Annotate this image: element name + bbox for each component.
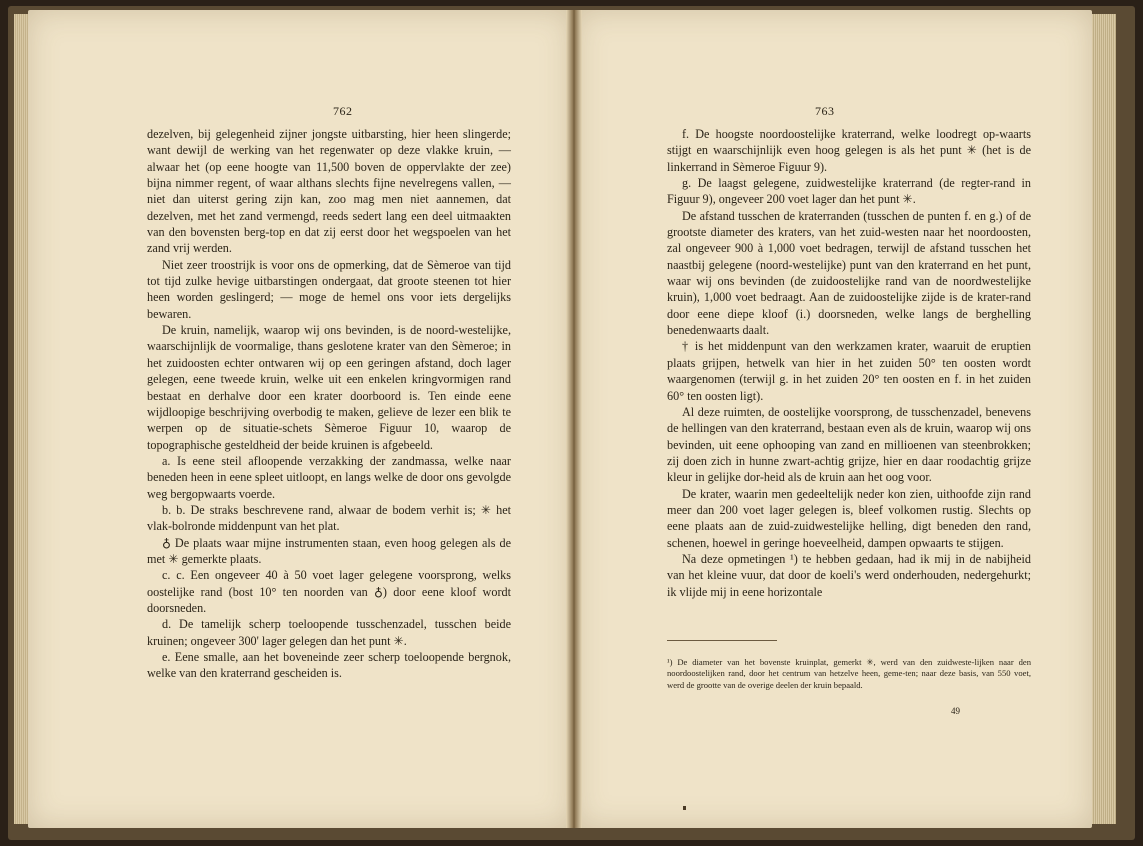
signature-mark: 49 [951,706,960,716]
paragraph: De kruin, namelijk, waarop wij ons bevinden, is de noord-westelijke, waarschijnlijk de voormalige, thans geslotene krater van den Sèmeroe; in het zuidoosten echter ontwaren wij op een geringen afstand, doch lager gelegen, eene tweede kruin, welke uit een enkelen kringvormigen rand bestaat en derhalve door een krater doorboord is. Ten einde eene wijdloopige beschrijving overbodig te maken, gelieve de lezer een blik te werpen op de situatie-schets Sèmeroe Figuur 10, waarop de topographische gesteldheid der beide kruinen is afgebeeld. [147,323,511,452]
footnote-divider [667,640,777,641]
paragraph: Al deze ruimten, de oostelijke voorsprong, de tusschenzadel, benevens de hellingen van den kraterrand, bestaan even als de kruin, waarop wij ons bevinden, uit eene ophooping van zand en millioenen van steenbrokken; zij doen zich in hunne zwart-achtig grijze, hier en daar roodachtig grijze kleur in gelijke dor-heid als de kruin aan het oog voor. [667,404,1031,485]
paragraph: g. De laagst gelegene, zuidwestelijke kraterrand (de regter-rand in Figuur 9), ongeveer 200 voet lager dan het punt ✳. [667,176,1031,207]
right-page-number: 763 [815,104,835,118]
paragraph: f. De hoogste noordoostelijke kraterrand, welke loodregt op-waarts stijgt en waarschijnlijk even hoog gelegen is als het punt ✳ (het is de linkerrand in Sèmeroe Figuur 9). [667,127,1031,174]
right-page-text [667,126,1031,600]
paragraph: c. c. Een ongeveer 40 à 50 voet lager gelegene voorsprong, welks oostelijke rand (bost 10° ten noorden van ♁) door eene kloof wordt doorsneden. [147,568,511,615]
paragraph: De afstand tusschen de kraterranden (tusschen de punten f. en g.) of de grootste diameter des kraters, van het zuid-westen naar het noordoosten, zal ongeveer 900 à 1,000 voet bedragen, terwijl de afstand tusschen het naastbij gelegene (noord-westelijke) punt van den kraterrand en het punt, waar wij ons bevinden (de zuidoostelijke rand van de noordwestelijke kruin), 1,000 voet bedraagt. Aan de zuidoostelijke zijde is de krater-rand door eene diepe kloof (i.) doorsneden, welke langs de berghelling benedenwaarts daalt. [667,208,1031,338]
paragraph: b. b. De straks beschrevene rand, alwaar de bodem verhit is; ✳ het vlak-bolronde middenpunt van het plat. [147,502,511,534]
page-speck [683,806,686,810]
left-page-text [147,126,511,682]
paragraph: a. Is eene steil afloopende verzakking der zandmassa, welke naar beneden heen in eene spleet uitloopt, en langs welke de door ons gevolgde weg bergopwaarts voerde. [147,453,511,501]
paragraph: d. De tamelijk scherp toeloopende tusschenzadel, tusschen beide kruinen; ongeveer 300' lager gelegen dan het punt ✳. [147,617,511,648]
paragraph: Na deze opmetingen ¹) te hebben gedaan, had ik mij in de nabijheid van het kleine vuur, dat door de koeli's werd onderhouden, nedergehurkt; ik vlijde mij in eene horizontale [667,551,1031,599]
left-page-number: 762 [333,104,353,118]
footnote: ¹) De diameter van het bovenste kruinplat, gemerkt ✳, werd van den zuidweste-lijken naar den noordoostelijken rand, door het centrum van hetzelve heen, geme-ten; naar deze basis, van 550 voet, werd de grootte van de overige deelen der kruin bepaald. [667,657,1031,690]
paragraph: Niet zeer troostrijk is voor ons de opmerking, dat de Sèmeroe van tijd tot tijd zulke hevige uitbarstingen ondergaat, dat groote steenen tot hier heen worden geslingerd; — moge de hemel ons voor iets dergelijks bewaren. [147,257,511,321]
page-edges-right [1090,14,1116,824]
paragraph: dezelven, bij gelegenheid zijner jongste uitbarsting, hier heen slingerde; want dewijl de werking van het regenwater op deze vlakke kruin, — alwaar het (op eene hoogte van 11,500 boven de oppervlakte der zee) bijna nimmer regent, of waar althans slechts fijne nevelregens vallen, — niet dan uiterst gering zijn kan, zoo mag men niet aannemen, dat dezelven, met het zand vermengd, reeds sedert lang een deel uitmaakten van den bovensten berg-top en dat zij eerst door het wegspoelen van het zand vrij werden. [147,127,511,256]
book-gutter [566,10,582,828]
paragraph: e. Eene smalle, aan het boveneinde zeer scherp toeloopende bergnok, welke van den kraterrand gescheiden is. [147,650,511,681]
paragraph: De krater, waarin men gedeeltelijk neder kon zien, uithoofde zijn rand meer dan 200 voet lager gelegen is, bleef volkomen rustig. Slechts op eene plaats aan de zuid-zuidwestelijke helling, digt beneden den rand, schenen, hoewel in geringe hoeveelheid, dampen opwaarts te stijgen. [667,486,1031,550]
paragraph: ♁ De plaats waar mijne instrumenten staan, even hoog gelegen als de met ✳ gemerkte plaats. [147,535,511,566]
paragraph: † is het middenpunt van den werkzamen krater, waaruit de eruptien plaats grijpen, hetwelk van hier in het zuiden 50° ten oosten wordt waargenomen (terwijl g. in het zuiden 20° ten oosten en f. in het zuiden 60° ten oosten ligt). [667,339,1031,403]
